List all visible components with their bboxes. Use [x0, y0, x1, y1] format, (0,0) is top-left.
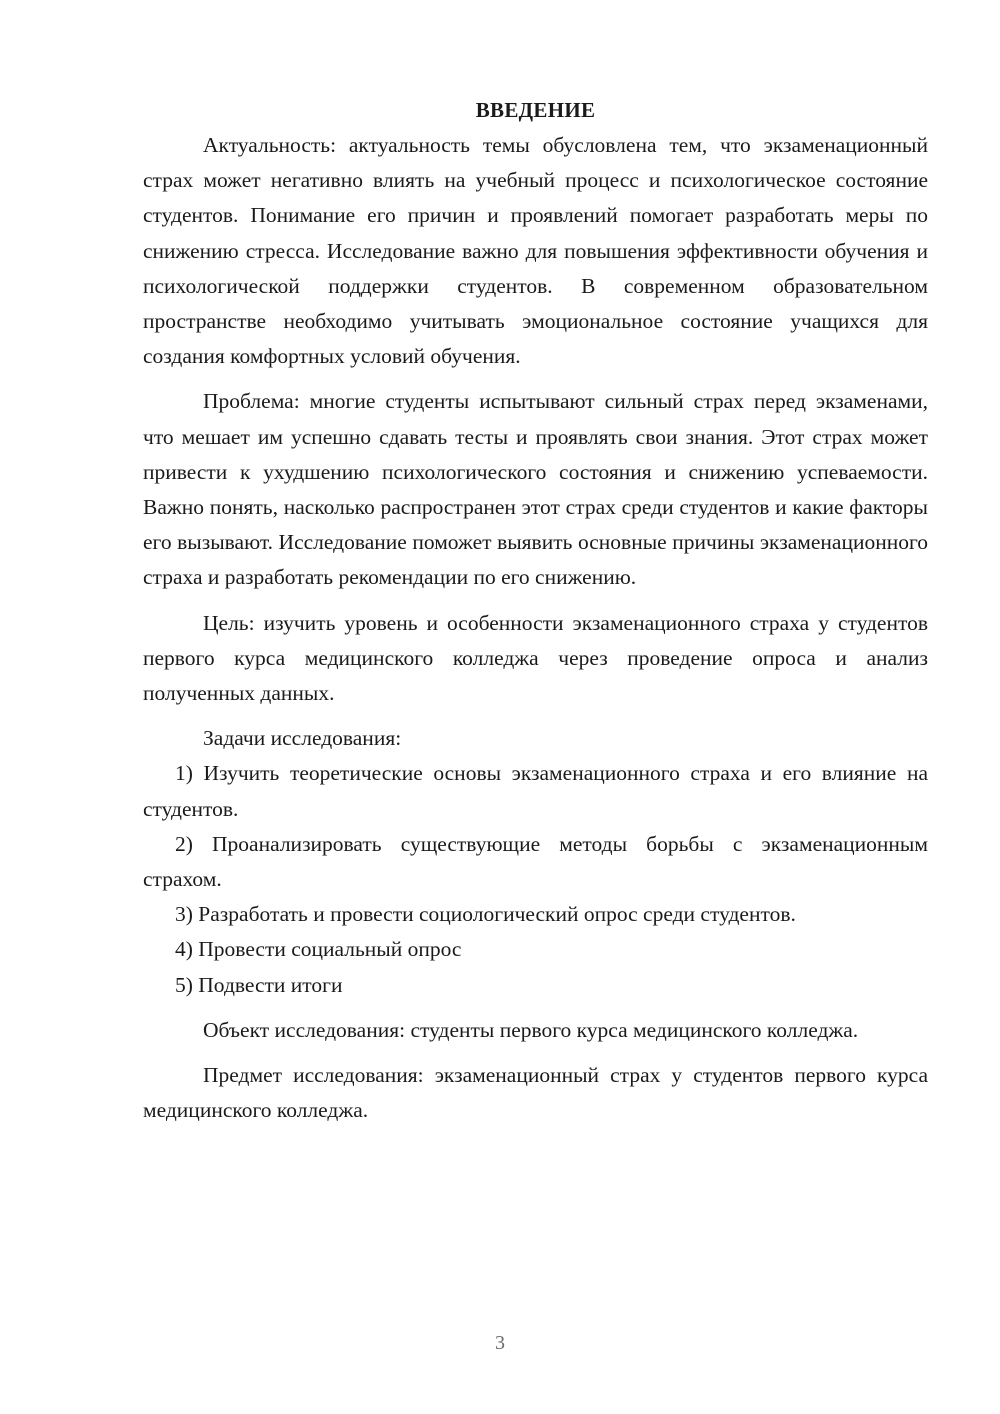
subject-paragraph: Предмет исследования: экзаменационный страх у студентов первого курса медицинского колледжа. [143, 1063, 928, 1123]
relevance-paragraph: Актуальность: актуальность темы обусловлена тем, что экзаменационный страх может негативно влиять на учебный процесс и психологическое состояние студентов. Понимание его причин и проявлений помогает разработать меры по снижению стресса. Исследование важно для повышения эффективности обучения и психологической поддержки студентов. В современном образовательном пространстве необходимо учитывать эмоциональное состояние учащихся для создания комфортных условий обучения. [143, 133, 928, 369]
goal-paragraph: Цель: изучить уровень и особенности экзаменационного страха у студентов первого курса медицинского колледжа через проведение опроса и анализ полученных данных. [143, 610, 928, 706]
task-item: 2) Проанализировать существующие методы борьбы с экзаменационным страхом. [143, 831, 928, 892]
tasks-heading: Задачи исследования: [203, 726, 402, 751]
task-item: 4) Провести социальный опрос [175, 937, 462, 962]
object-paragraph: Объект исследования: студенты первого курса медицинского колледжа. [203, 1017, 859, 1042]
document-body [143, 93, 928, 1128]
task-item: 5) Подвести итоги [175, 972, 343, 997]
section-title: ВВЕДЕНИЕ [475, 98, 596, 122]
page-number: 3 [495, 1332, 505, 1354]
task-item: 3) Разработать и провести социологический опрос среди студентов. [175, 902, 796, 927]
problem-paragraph: Проблема: многие студенты испытывают сильный страх перед экзаменами, что мешает им успешно сдавать тесты и проявлять свои знания. Этот страх может привести к ухудшению психологического состояния и снижению успеваемости. Важно понять, насколько распространен этот страх среди студентов и какие факторы его вызывают. Исследование поможет выявить основные причины экзаменационного страха и разработать рекомендации по его снижению. [143, 389, 928, 590]
task-item: 1) Изучить теоретические основы экзаменационного страха и его влияние на студентов. [143, 761, 928, 821]
